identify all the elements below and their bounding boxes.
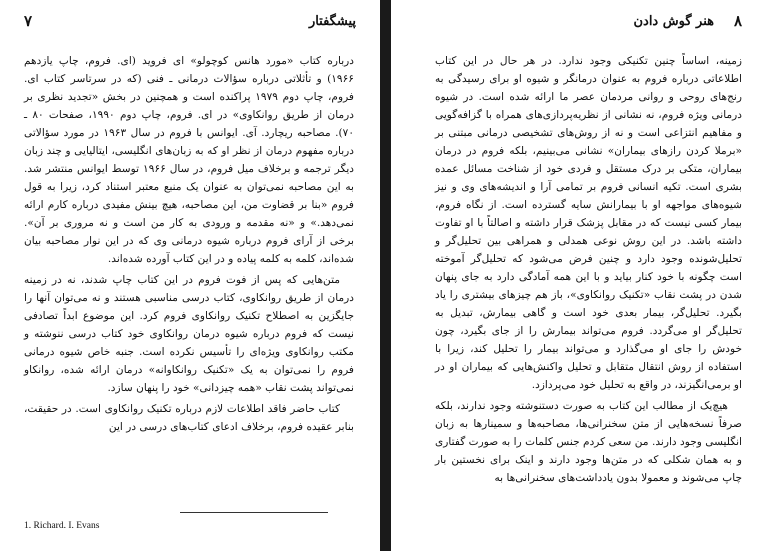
page-number: ۷ [24,12,33,30]
book-gutter [380,0,391,551]
page-header [24,14,356,32]
page-number: ۸ [733,12,742,30]
right-page [391,0,768,551]
footnote-divider [180,512,328,513]
page-body [435,52,742,490]
page-header [435,14,742,32]
paragraph: متن‌هایی که پس از فوت فروم در این کتاب چاپ شدند، نه در زمینه درمان از طریق روانکاوی، کتاب درسی مناسبی هستند و نه می‌توان آنها را جایگزین به اصطلاح تکنیک روانکاوی فروم کرد. این موضوع ابداً تصادفی نیست که فروم درباره شیوه درمان روانکاوی خود کتاب درسی ننوشته و مکتب روانکاوی ویژه‌ای را تأسیس نکرده است. جنبه خاص شیوه درمانی فروم را نمی‌توان به یک «تکنیک روانکاوانه» درمان ارائه شده، روانکاو نمی‌تواند پشت نقاب «همه چیزدانی» خود را پنهان سازد. [24,274,354,394]
footnote: 1. Richard. I. Evans [24,521,100,531]
left-page [0,0,380,551]
page-body [24,52,354,439]
running-title: هنر گوش دادن [633,14,714,29]
paragraph: هیچ‌یک از مطالب این کتاب به صورت دستنوشته وجود ندارند، بلکه صرفاً نسخه‌هایی از متن سخنرانی‌ها، مصاحبه‌ها و سمینارها به زبان انگلیسی وجود دارند. من سعی کردم جنس کلمات را به صورت گفتاری و به همان شکلی که در متن‌ها وجود دارند و اینک برای نخستین بار چاپ می‌شوند و معمولا بدون یادداشت‌های سخنرانی‌ها به [435,400,742,484]
paragraph: درباره کتاب «مورد هانس کوچولو» ای فروید (ای. فروم، چاپ یازدهم ۱۹۶۶) و تأثلاتی درباره سؤالات درمانی ـ فنی (که در سرتاسر کتاب ای. فروم، چاپ دوم ۱۹۷۹ پراکنده است و همچنین در بخش «تجدید نظری بر درمان از طریق روانکاوی» در ای. فروم، چاپ دوم ۱۹۹۰، صفحات ۸۰ ـ ۷۰). مصاحبه ریچارد. آی. ایوانس با فروم در سال ۱۹۶۳ در مورد سؤالاتی درباره مفهوم درمان از نظر او که به زبان‌های انگلیسی، ایتالیایی و چند زبان دیگر ترجمه و برخلاف میل فروم، در سال ۱۹۶۶ توسط ایوانس منتشر شد. به این مصاحبه نمی‌توان به عنوان یک منبع معتبر استناد کرد، زیرا به قول فروم «بنا بر قضاوت من، این مصاحبه، هیچ بینش مفیدی درباره کارم ارائه نمی‌دهد.» و «نه مقدمه و ورودی به کار من است و نه مروری بر آن». برخی از آرای فروم درباره شیوه درمانی وی که در این نوار مصاحبه بیان شده‌اند، کلمه به کلمه پیاده و در این کتاب آورده شده‌اند. [24,55,355,265]
paragraph: زمینه، اساساً چنین تکنیکی وجود ندارد. در هر حال در این کتاب اطلاعاتی درباره فروم به عنوان درمانگر و شیوه او برای رسیدگی به رنج‌های روحی و روانی مردمان عصر ما ارائه شده است. در شیوه درمانی ویژه فروم، نه نشانی از نظریه‌پردازی‌های همراه با گزافه‌گویی و مفاهیم انتزاعی است و نه از روش‌های تشخیصی درمانی مبتنی بر «برملا کردن رازهای بیماران» نشانی می‌بینیم، بلکه فروم در درمان بیماران، متکی بر درک مستقل و فردی خود از شناخت مسائل عمده بشری است. تکیه انسانی فروم بر تمامی آرا و اندیشه‌های وی و نیز شیوه‌های مواجهه او با بیمارانش سایه گسترده است. از نگاه فروم، بیمار کسی نیست که در مقابل پزشک قرار داشته و اصالتاً با او تفاوت داشته باشد. در این روش نوعی همدلی و همراهی بین تحلیل‌گر و تحلیل‌شونده وجود دارد و چنین فرض می‌شود که تحلیل‌گر آموخته است چگونه با خود کنار بیاید و با این همه آمادگی دارد به جای پنهان شدن در پشت نقاب «تکنیک روانکاوی»، باز هم چیزهای بیشتری را یاد بگیرد. تحلیل‌گر، بیمار بعدی خود است و گاهی بیمارش، تبدیل به تحلیل‌گر او می‌گردد. فروم می‌تواند بیمارش را از جای بگیرد، چون خودش را جای او می‌گذارد و می‌تواند بیمار را تحلیل کند، زیرا با استفاده از روش انتقال متقابل و تحلیل واکنش‌هایی که بیماران او در او برمی‌انگیزند، در واقع به تحلیل خود می‌پردازد. [435,55,742,391]
running-title: پیشگفتار [308,14,356,29]
paragraph: کتاب حاضر فاقد اطلاعات لازم درباره تکنیک روانکاوی است. در حقیقت، بنابر عقیده فروم، برخلاف ادعای کتاب‌های درسی در این [24,403,354,433]
